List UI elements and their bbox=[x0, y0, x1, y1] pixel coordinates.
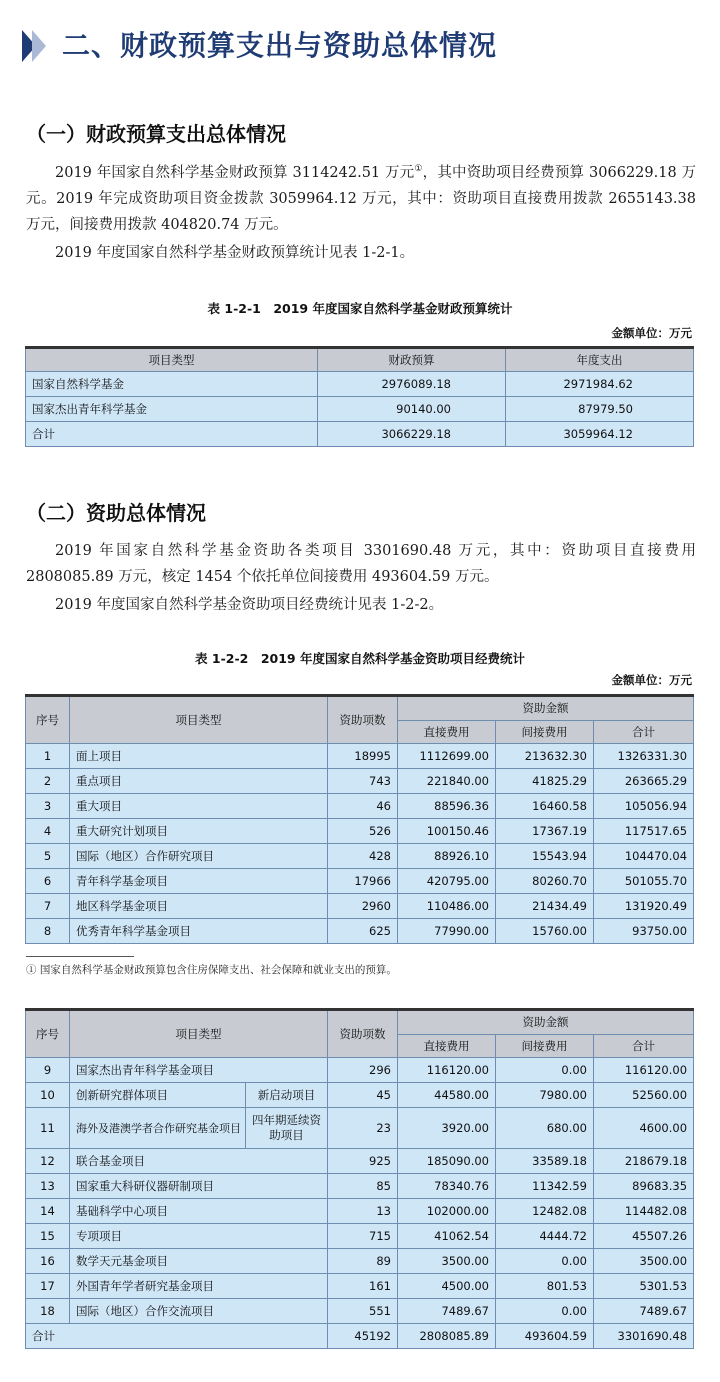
table-row: 13 国家重大科研仪器研制项目 85 78340.76 11342.59 89683.35 bbox=[26, 1174, 694, 1199]
table-header-row: 直接费用 间接费用 合计 bbox=[26, 1034, 694, 1058]
footnote-marker: ① bbox=[414, 164, 423, 174]
table-row: 2 重点项目 743 221840.00 41825.29 263665.29 bbox=[26, 769, 694, 794]
table-row: 17 外国青年学者研究基金项目 161 4500.00 801.53 5301.53 bbox=[26, 1274, 694, 1299]
table-2-unit: 金额单位：万元 bbox=[611, 673, 692, 687]
table-row: 1 面上项目 18995 1112699.00 213632.30 1326331.30 bbox=[26, 744, 694, 769]
paragraph: 2019 年度国家自然科学基金资助项目经费统计见表 1-2-2。 bbox=[55, 597, 444, 613]
table-1 bbox=[25, 346, 694, 447]
table-row: 10 创新研究群体项目 新启动项目 45 44580.00 7980.00 52560.00 bbox=[26, 1083, 694, 1108]
subsection-title-2: （二）资助总体情况 bbox=[26, 501, 206, 525]
table-row: 国家杰出青年科学基金 90140.00 87979.50 bbox=[26, 397, 694, 422]
table-row: 6 青年科学基金项目 17966 420795.00 80260.70 501055.70 bbox=[26, 869, 694, 894]
subsection-2-text bbox=[26, 538, 696, 618]
table-row: 9 国家杰出青年科学基金项目 296 116120.00 0.00 116120.00 bbox=[26, 1058, 694, 1083]
table-row: 3 重大项目 46 88596.36 16460.58 105056.94 bbox=[26, 794, 694, 819]
subsection-1-text bbox=[26, 156, 696, 266]
table-row: 18 国际（地区）合作交流项目 551 7489.67 0.00 7489.67 bbox=[26, 1299, 694, 1324]
paragraph: 2019 年度国家自然科学基金财政预算统计见表 1-2-1。 bbox=[55, 244, 415, 261]
section-title: 二、财政预算支出与资助总体情况 bbox=[62, 29, 498, 62]
table-2-caption: 表 1-2-2 2019 年度国家自然科学基金资助项目经费统计 bbox=[195, 651, 525, 666]
table-2 bbox=[25, 694, 694, 944]
table-1-unit: 金额单位：万元 bbox=[611, 326, 692, 340]
table-row: 国家自然科学基金 2976089.18 2971984.62 bbox=[26, 372, 694, 397]
section-header bbox=[0, 14, 720, 64]
table-header-row bbox=[26, 348, 694, 372]
table-row: 5 国际（地区）合作研究项目 428 88926.10 15543.94 104470.04 bbox=[26, 844, 694, 869]
table-row: 12 联合基金项目 925 185090.00 33589.18 218679.18 bbox=[26, 1149, 694, 1174]
table-row: 15 专项项目 715 41062.54 4444.72 45507.26 bbox=[26, 1224, 694, 1249]
table-total-row: 合计 45192 2808085.89 493604.59 3301690.48 bbox=[26, 1324, 694, 1349]
table-row: 14 基础科学中心项目 13 102000.00 12482.08 114482.08 bbox=[26, 1199, 694, 1224]
col-header: 财政预算 bbox=[318, 348, 506, 372]
subsection-title-1: （一）财政预算支出总体情况 bbox=[26, 122, 286, 146]
table-row: 7 地区科学基金项目 2960 110486.00 21434.49 131920.49 bbox=[26, 894, 694, 919]
table-row: 合计 3066229.18 3059964.12 bbox=[26, 422, 694, 447]
footnote-divider bbox=[26, 956, 134, 957]
col-header: 项目类型 bbox=[26, 348, 318, 372]
table-2-continued bbox=[25, 1008, 694, 1349]
table-row: 8 优秀青年科学基金项目 625 77990.00 15760.00 93750.00 bbox=[26, 919, 694, 944]
table-row: 4 重大研究计划项目 526 100150.46 17367.19 117517.65 bbox=[26, 819, 694, 844]
table-header-row: 序号 项目类型 资助项数 资助金额 bbox=[26, 1010, 694, 1035]
table-row: 16 数学天元基金项目 89 3500.00 0.00 3500.00 bbox=[26, 1249, 694, 1274]
footnote: ① 国家自然科学基金财政预算包含住房保障支出、社会保障和就业支出的预算。 bbox=[26, 964, 397, 976]
table-header-row: 直接费用 间接费用 合计 bbox=[26, 720, 694, 744]
table-header-row: 序号 项目类型 资助项数 资助金额 bbox=[26, 696, 694, 721]
paragraph: 2019 年国家自然科学基金资助各类项目 3301690.48 万元，其中：资助项目直接费用 2808085.89 万元，核定 1454 个依托单位间接费用 493604.59 万元。 bbox=[26, 543, 696, 585]
chevron-right-icon bbox=[32, 30, 46, 62]
table-row: 11 海外及港澳学者合作研究基金项目 四年期延续资助项目 23 3920.00 680.00 4600.00 bbox=[26, 1108, 694, 1149]
col-header: 年度支出 bbox=[506, 348, 694, 372]
table-1-caption: 表 1-2-1 2019 年度国家自然科学基金财政预算统计 bbox=[207, 301, 513, 316]
paragraph: 2019 年国家自然科学基金财政预算 3114242.51 万元①，其中资助项目经费预算 3066229.18 万元。2019 年完成资助项目资金拨款 3059964.12 万元，其中：资助项目直接费用拨款 2655143.38 万元，间接费用拨款 404820.74 万元。 bbox=[26, 164, 696, 233]
